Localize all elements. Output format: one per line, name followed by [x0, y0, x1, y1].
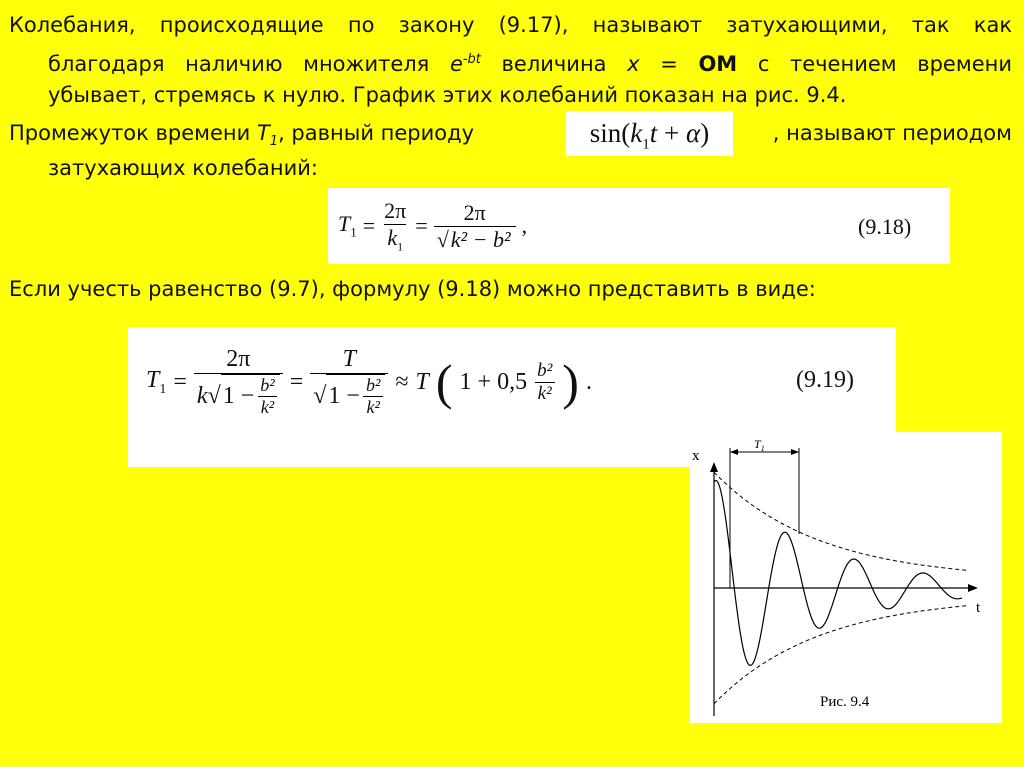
para-3: Если учесть равенство (9.7), формулу (9.18) можно представить в виде: — [9, 277, 816, 301]
x-axis-label: x — [692, 448, 700, 464]
p2-text-b: , равный периоду — [278, 121, 475, 145]
eq919-eq-1: = — [173, 368, 187, 395]
eq919-num-2: T — [342, 346, 356, 372]
para-1-line-2 — [48, 44, 1012, 80]
p1-e: e — [449, 52, 463, 76]
figure-9-4 — [690, 432, 1002, 723]
para-2-line-1-right: , называют периодом — [772, 121, 1012, 145]
envelope-upper — [714, 472, 968, 570]
envelope-lower — [714, 606, 968, 704]
sin-formula-box — [566, 111, 733, 156]
eq919-eq-2: = — [289, 368, 304, 395]
eq918-T: T — [338, 211, 351, 237]
eq919-k2-3: k² — [535, 382, 555, 405]
eq919-b2-1: b² — [260, 375, 275, 395]
p1-eq: = — [639, 52, 699, 76]
eq918-label: (9.18) — [858, 214, 912, 239]
eq918-den-k: k — [387, 224, 398, 250]
eq919-T1-sub: 1 — [159, 381, 167, 397]
sin-plus: + — [657, 118, 687, 148]
eq919-k2-2: k² — [363, 396, 382, 418]
eq919-num-1: 2π — [226, 346, 251, 372]
p1-text-c: с течением времени — [737, 52, 1012, 76]
eq919-den-k: k — [196, 382, 208, 409]
damped-oscillation-graph — [690, 432, 1002, 723]
t-axis-label: t — [976, 600, 981, 616]
eq919-T1: T — [146, 366, 160, 393]
eq918-comma: , — [521, 213, 528, 238]
x-axis-arrow — [710, 462, 718, 472]
figure-caption: Рис. 9.4 — [820, 694, 870, 710]
eq919-one-minus-1: 1 − — [222, 383, 255, 409]
sin-k: k — [630, 118, 643, 148]
p2-text-a: Промежуток времени — [9, 121, 257, 145]
eq919-dot: . — [585, 368, 592, 395]
eq919-approx: ≈ — [395, 368, 409, 395]
period-arrow-left — [730, 449, 738, 455]
equation-9-19: $T_1$ = 2π k √ 1 − $\frac{\text{b²}}{\text{k²}}$ = T √ 1 − $\frac{\text{b²}}{\text{k²}}$ ≈ T ( 1 + 0,5 $\frac{\text{b²}}{\text{k²}}$ ) . (9.19) — [128, 327, 896, 467]
sin-text: sin( — [589, 118, 631, 148]
sin-k-sub: 1 — [642, 136, 650, 153]
para-2-line-2: затухающих колебаний: — [48, 156, 318, 180]
equation-9-18: $T_1$ = $\frac{2\pi}{k_1}$ = $\frac{2\pi}{\text{√k² − b²}}$ , (9.18) — [328, 188, 950, 264]
p2-T-sub: 1 — [269, 134, 279, 150]
eq918-den-2: k² − b² — [450, 226, 511, 252]
eq919-k2-1: k² — [258, 396, 277, 418]
sin-alpha: α — [686, 118, 701, 148]
period-arrow-right — [791, 449, 799, 455]
para-1-line-3: убывает, стремясь к нулю. График этих колебаний показан на рис. 9.4. — [48, 83, 847, 107]
eq919-one-plus: 1 + 0,5 — [459, 368, 528, 395]
sin-close: ) — [700, 118, 710, 148]
period-label: $T_1$ — [754, 437, 765, 453]
t-axis-arrow — [968, 584, 978, 592]
eq919-b2-2: b² — [365, 375, 381, 395]
eq918-eq-2: = — [415, 213, 428, 238]
eq919-T: T — [415, 368, 429, 395]
p1-exponent: -bt — [462, 52, 481, 67]
p1-text-b: величина — [480, 52, 628, 76]
eq919-b2-3: b² — [537, 359, 553, 381]
eq918-eq-1: = — [362, 213, 376, 238]
para-1-line-1: Колебания, происходящие по закону (9.17), называют затухающими, так как — [9, 13, 1012, 37]
eq918-num-1: 2π — [384, 197, 407, 223]
eq919-one-minus-2: 1 − — [328, 383, 360, 409]
eq919-label: (9.19) — [796, 367, 854, 393]
eq918-num-2: 2π — [463, 199, 486, 225]
eq918-T-sub: 1 — [350, 224, 357, 240]
oscillation-curve — [714, 481, 962, 666]
sin-t: t — [649, 118, 658, 148]
eq918-den-k-sub: 1 — [397, 239, 404, 254]
p2-T: T — [256, 121, 270, 145]
p1-om: ОМ — [698, 52, 738, 76]
p1-x: x — [627, 52, 640, 76]
p1-text-a: благодаря наличию множителя — [48, 52, 450, 76]
